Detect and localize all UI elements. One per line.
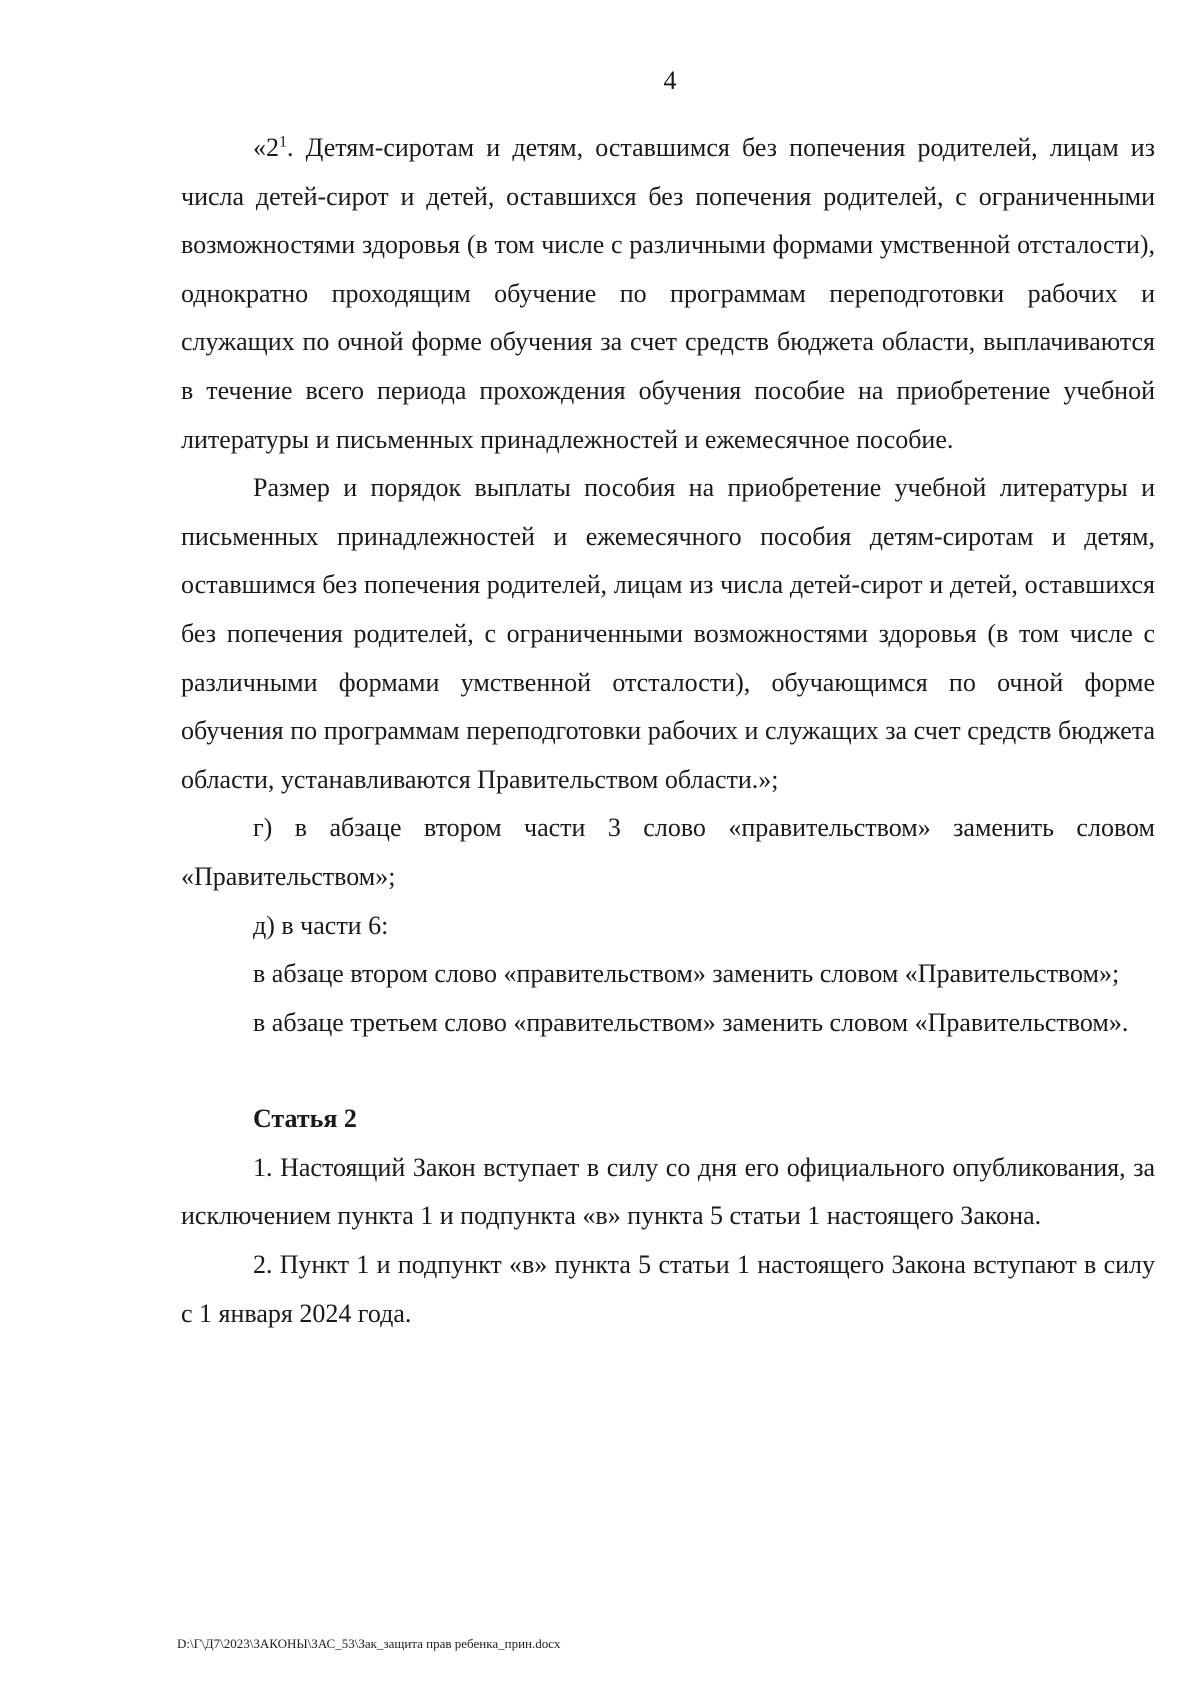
paragraph-size-and-order: Размер и порядок выплаты пособия на приобретение учебной литературы и письменных принадлежностей и ежемесячного пособия детям-сиротам и детям, оставшимся без попечения родителей, лицам из числа детей-сирот и детей, оставшихся без попечения родителей, с ограниченными возможностями здоровья (в том числе с различными формами умственной отсталости), обучающимся по очной форме обучения по программам переподготовки рабочих и служащих за счет средств бюджета области, устанавливаются Правительством области.»; bbox=[181, 473, 1155, 794]
paragraph-2-1 bbox=[181, 124, 1155, 464]
paragraph-text: . Детям-сиротам и детям, оставшимся без попечения родителей, лицам из числа детей-сирот и детей, оставшихся без попечения родителей, с ограниченными возможностями здоровья (в том числе с различными формами умственной отсталости), однократно проходящим обучение по программам переподготовки рабочих и служащих по очной форме обучения за счет средств бюджета области, выплачиваются в течение всего периода прохождения обучения пособие на приобретение учебной литературы и письменных принадлежностей и ежемесячное пособие. bbox=[181, 133, 1155, 454]
document-body bbox=[181, 124, 1155, 1338]
page-number: 4 bbox=[663, 66, 677, 95]
article-heading: Статья 2 bbox=[253, 1104, 357, 1134]
paragraph-second-abzac: в абзаце втором слово «правительством» заменить словом «Правительством»; bbox=[253, 959, 1120, 989]
paragraph-item-g: г) в абзаце втором части 3 слово «правительством» заменить словом «Правительством»; bbox=[181, 813, 1155, 891]
section-gap bbox=[181, 1047, 1155, 1095]
article-2-point-2: 2. Пункт 1 и подпункт «в» пункта 5 статьи 1 настоящего Закона вступают в силу с 1 января 2024 года. bbox=[181, 1250, 1155, 1328]
quote-open: «2 bbox=[253, 133, 279, 162]
footer-file-path: D:\Г\Д7\2023\ЗАКОНЫ\ЗАС_53\Зак_защита прав ребенка_прин.docx bbox=[177, 1636, 561, 1651]
paragraph-item-d: д) в части 6: bbox=[253, 910, 389, 940]
paragraph-third-abzac: в абзаце третьем слово «правительством» заменить словом «Правительством». bbox=[253, 1007, 1129, 1037]
article-2-point-1: 1. Настоящий Закон вступает в силу со дня его официального опубликования, за исключением пункта 1 и подпункта «в» пункта 5 статьи 1 настоящего Закона. bbox=[181, 1152, 1155, 1231]
superscript: 1 bbox=[279, 133, 287, 151]
